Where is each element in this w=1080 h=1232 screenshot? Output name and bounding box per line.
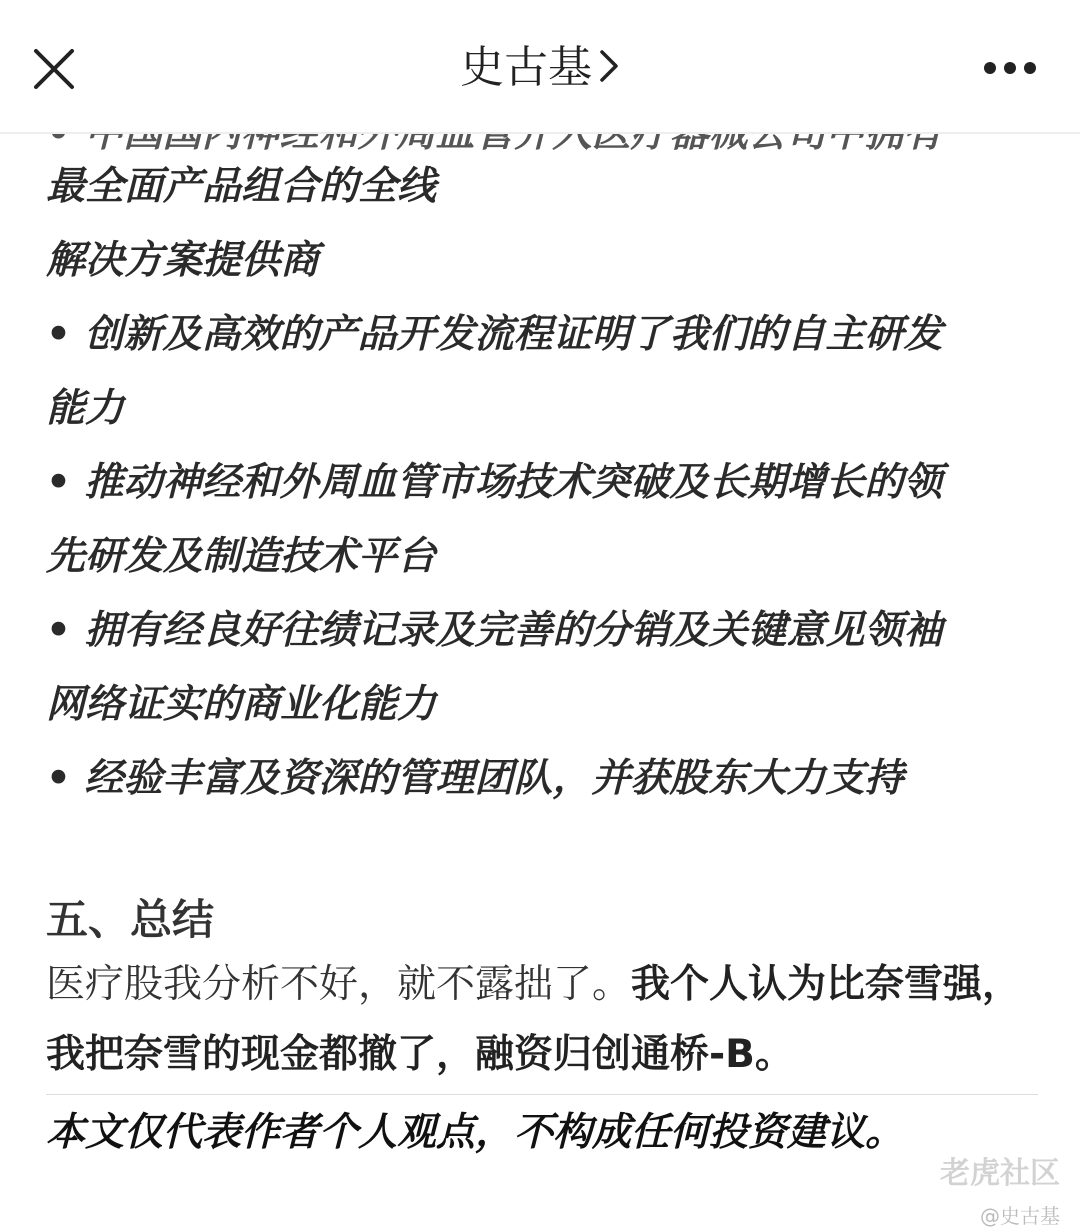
more-dots-icon[interactable] <box>982 58 1038 78</box>
article-line: 网络证实的商业化能力 <box>46 682 437 727</box>
summary-paragraph <box>46 950 1038 1090</box>
article-line: 解决方案提供商 <box>46 238 320 283</box>
section-heading: 五、总结 <box>46 895 215 944</box>
page-title: 史古基 <box>460 42 592 93</box>
summary-bold-text: 我个人认为比奈雪强，我把奈雪的现金都撤了，融资归创通桥-B。 <box>46 962 1022 1077</box>
bullet-item: • 拥有经良好往绩记录及完善的分销及关键意见领袖 <box>46 608 943 653</box>
watermark-logo: 老虎社区 <box>940 1156 1060 1191</box>
bullet-item: • 创新及高效的产品开发流程证明了我们的自主研发 <box>46 312 943 357</box>
article-line: 最全面产品组合的全线 <box>46 164 437 209</box>
bullet-item: • 经验丰富及资深的管理团队，并获股东大力支持 <box>46 756 904 801</box>
bullet-item: • 推动神经和外周血管市场技术突破及长期增长的领 <box>46 460 943 505</box>
disclaimer-text: 本文仅代表作者个人观点，不构成任何投资建议。 <box>46 1110 905 1155</box>
chevron-right-icon <box>598 42 620 98</box>
article-line: 能力 <box>46 386 125 431</box>
top-nav-bar <box>0 0 1080 134</box>
article-line: 先研发及制造技术平台 <box>46 534 437 579</box>
summary-plain-text: 医疗股我分析不好，就不露拙了。 <box>46 962 632 1007</box>
watermark <box>940 1148 1060 1229</box>
account-title-link[interactable] <box>0 40 1080 98</box>
clipped-bottom-text <box>46 1218 1038 1232</box>
spacer <box>46 816 1038 890</box>
article-body <box>46 110 1038 1171</box>
watermark-user: @史古基 <box>980 1204 1060 1228</box>
